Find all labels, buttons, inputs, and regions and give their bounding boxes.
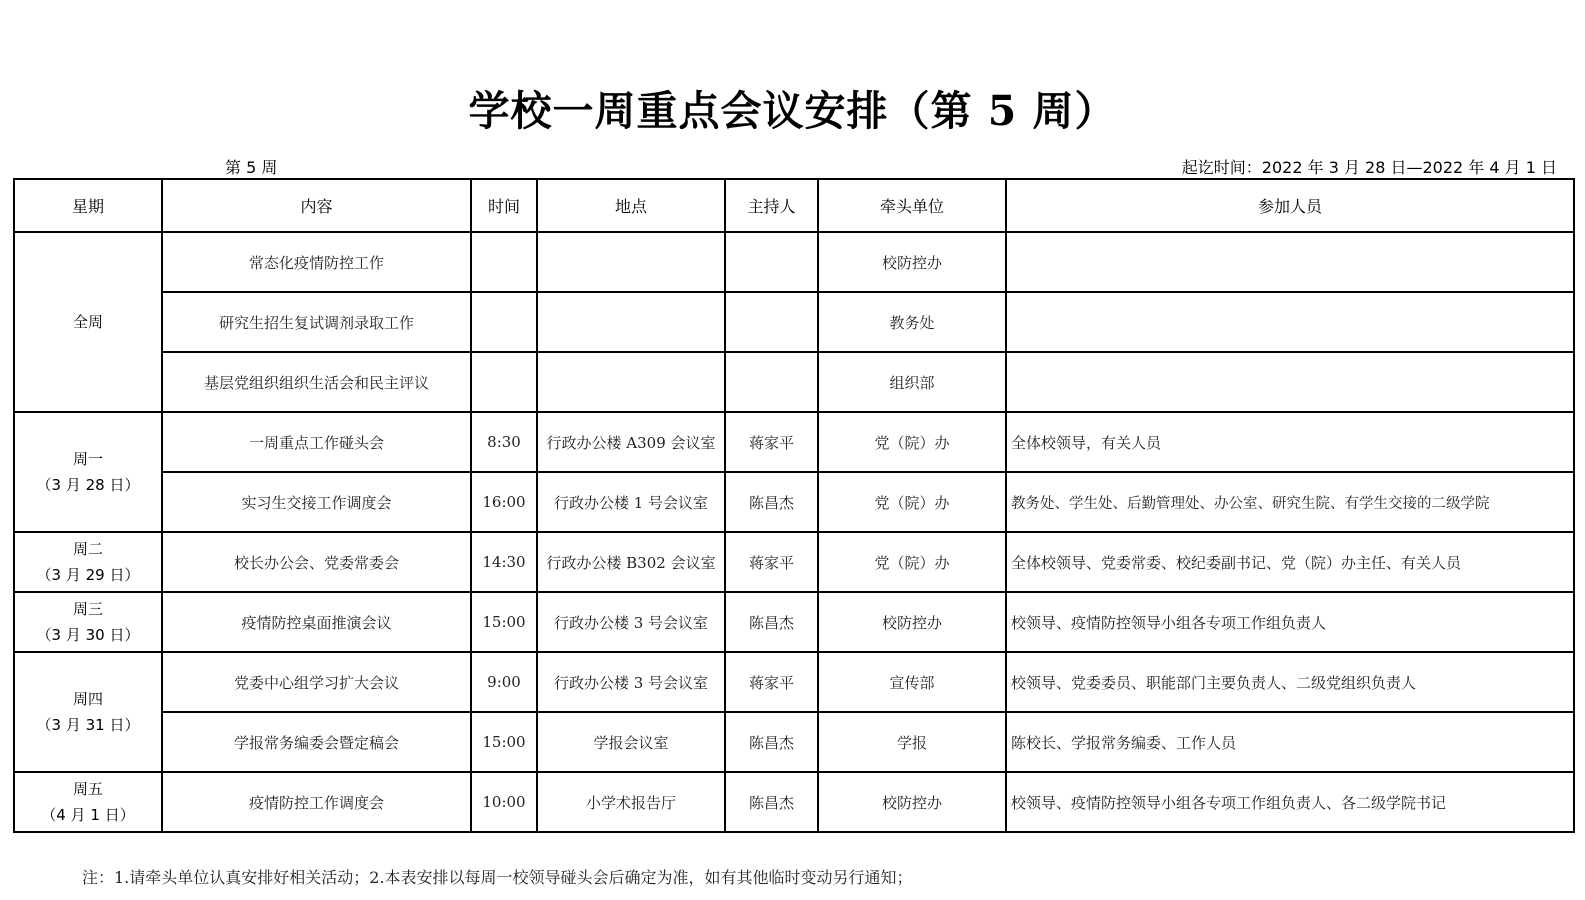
table-header-row <box>14 179 1574 232</box>
cell-content: 一周重点工作碰头会 <box>162 412 471 472</box>
day-name: 周一 <box>72 450 103 468</box>
table-row <box>14 712 1574 772</box>
cell-place: 行政办公楼 B302 会议室 <box>537 532 725 592</box>
header-content: 内容 <box>162 179 471 232</box>
cell-content: 疫情防控工作调度会 <box>162 772 471 832</box>
table-row <box>14 352 1574 412</box>
cell-attendees: 校领导、疫情防控领导小组各专项工作组负责人、各二级学院书记 <box>1006 772 1574 832</box>
table-row <box>14 412 1574 472</box>
cell-place: 学报会议室 <box>537 712 725 772</box>
cell-place <box>537 232 725 292</box>
day-cell-thursday <box>14 652 162 772</box>
header-place: 地点 <box>537 179 725 232</box>
cell-place: 行政办公楼 A309 会议室 <box>537 412 725 472</box>
cell-place: 行政办公楼 3 号会议室 <box>537 652 725 712</box>
cell-host <box>725 352 818 412</box>
table-row <box>14 472 1574 532</box>
cell-attendees <box>1006 292 1574 352</box>
cell-lead-unit: 组织部 <box>818 352 1006 412</box>
cell-attendees: 校领导、疫情防控领导小组各专项工作组负责人 <box>1006 592 1574 652</box>
cell-time <box>471 352 537 412</box>
footnote: 注：1.请牵头单位认真安排好相关活动；2.本表安排以每周一校领导碰头会后确定为准，如有其他临时变动另行通知； <box>82 868 913 887</box>
cell-place: 行政办公楼 3 号会议室 <box>537 592 725 652</box>
cell-host: 蒋家平 <box>725 532 818 592</box>
cell-attendees <box>1006 352 1574 412</box>
cell-host: 蒋家平 <box>725 412 818 472</box>
cell-lead-unit: 党（院）办 <box>818 412 1006 472</box>
page-title: 学校一周重点会议安排（第 5 周） <box>468 87 1117 135</box>
day-name: 周二 <box>72 540 103 558</box>
date-range: 起讫时间：2022 年 3 月 28 日—2022 年 4 月 1 日 <box>1181 158 1557 177</box>
cell-lead-unit: 校防控办 <box>818 592 1006 652</box>
week-label: 第 5 周 <box>225 158 278 177</box>
day-date: （3 月 31 日） <box>36 716 140 734</box>
cell-attendees: 全体校领导，有关人员 <box>1006 412 1574 472</box>
day-cell-friday <box>14 772 162 832</box>
cell-content: 党委中心组学习扩大会议 <box>162 652 471 712</box>
cell-content: 校长办公会、党委常委会 <box>162 532 471 592</box>
cell-lead-unit: 党（院）办 <box>818 472 1006 532</box>
day-date: （4 月 1 日） <box>41 806 135 824</box>
cell-time: 9:00 <box>471 652 537 712</box>
cell-place: 小学术报告厅 <box>537 772 725 832</box>
cell-time: 8:30 <box>471 412 537 472</box>
header-weekday: 星期 <box>14 179 162 232</box>
header-host: 主持人 <box>725 179 818 232</box>
header-lead-unit: 牵头单位 <box>818 179 1006 232</box>
cell-content: 学报常务编委会暨定稿会 <box>162 712 471 772</box>
cell-lead-unit: 学报 <box>818 712 1006 772</box>
cell-time: 14:30 <box>471 532 537 592</box>
cell-lead-unit: 党（院）办 <box>818 532 1006 592</box>
cell-place <box>537 292 725 352</box>
day-name: 全周 <box>72 313 103 331</box>
meeting-schedule-table <box>13 178 1575 833</box>
cell-place <box>537 352 725 412</box>
cell-host: 蒋家平 <box>725 652 818 712</box>
cell-attendees: 校领导、党委委员、职能部门主要负责人、二级党组织负责人 <box>1006 652 1574 712</box>
cell-content: 研究生招生复试调剂录取工作 <box>162 292 471 352</box>
day-date: （3 月 28 日） <box>36 476 140 494</box>
cell-time: 15:00 <box>471 712 537 772</box>
cell-host: 陈昌杰 <box>725 592 818 652</box>
cell-time: 16:00 <box>471 472 537 532</box>
cell-attendees: 全体校领导、党委常委、校纪委副书记、党（院）办主任、有关人员 <box>1006 532 1574 592</box>
cell-lead-unit: 校防控办 <box>818 772 1006 832</box>
cell-content: 基层党组织组织生活会和民主评议 <box>162 352 471 412</box>
cell-host <box>725 232 818 292</box>
cell-time <box>471 232 537 292</box>
cell-attendees: 陈校长、学报常务编委、工作人员 <box>1006 712 1574 772</box>
cell-lead-unit: 校防控办 <box>818 232 1006 292</box>
cell-attendees <box>1006 232 1574 292</box>
header-time: 时间 <box>471 179 537 232</box>
cell-lead-unit: 宣传部 <box>818 652 1006 712</box>
cell-attendees: 教务处、学生处、后勤管理处、办公室、研究生院、有学生交接的二级学院 <box>1006 472 1574 532</box>
day-date: （3 月 29 日） <box>36 566 140 584</box>
cell-place: 行政办公楼 1 号会议室 <box>537 472 725 532</box>
cell-host: 陈昌杰 <box>725 472 818 532</box>
cell-content: 实习生交接工作调度会 <box>162 472 471 532</box>
day-cell-all-week <box>14 232 162 412</box>
table-row <box>14 232 1574 292</box>
cell-time: 10:00 <box>471 772 537 832</box>
day-name: 周四 <box>72 690 103 708</box>
cell-content: 常态化疫情防控工作 <box>162 232 471 292</box>
day-cell-monday <box>14 412 162 532</box>
table-row <box>14 772 1574 832</box>
day-name: 周三 <box>72 600 103 618</box>
cell-host <box>725 292 818 352</box>
table-row <box>14 652 1574 712</box>
table-row <box>14 532 1574 592</box>
cell-host: 陈昌杰 <box>725 712 818 772</box>
day-name: 周五 <box>72 780 103 798</box>
cell-lead-unit: 教务处 <box>818 292 1006 352</box>
day-date: （3 月 30 日） <box>36 626 140 644</box>
day-cell-wednesday <box>14 592 162 652</box>
table-row <box>14 292 1574 352</box>
day-cell-tuesday <box>14 532 162 592</box>
cell-content: 疫情防控桌面推演会议 <box>162 592 471 652</box>
cell-time <box>471 292 537 352</box>
cell-time: 15:00 <box>471 592 537 652</box>
header-attendees: 参加人员 <box>1006 179 1574 232</box>
table-row <box>14 592 1574 652</box>
cell-host: 陈昌杰 <box>725 772 818 832</box>
